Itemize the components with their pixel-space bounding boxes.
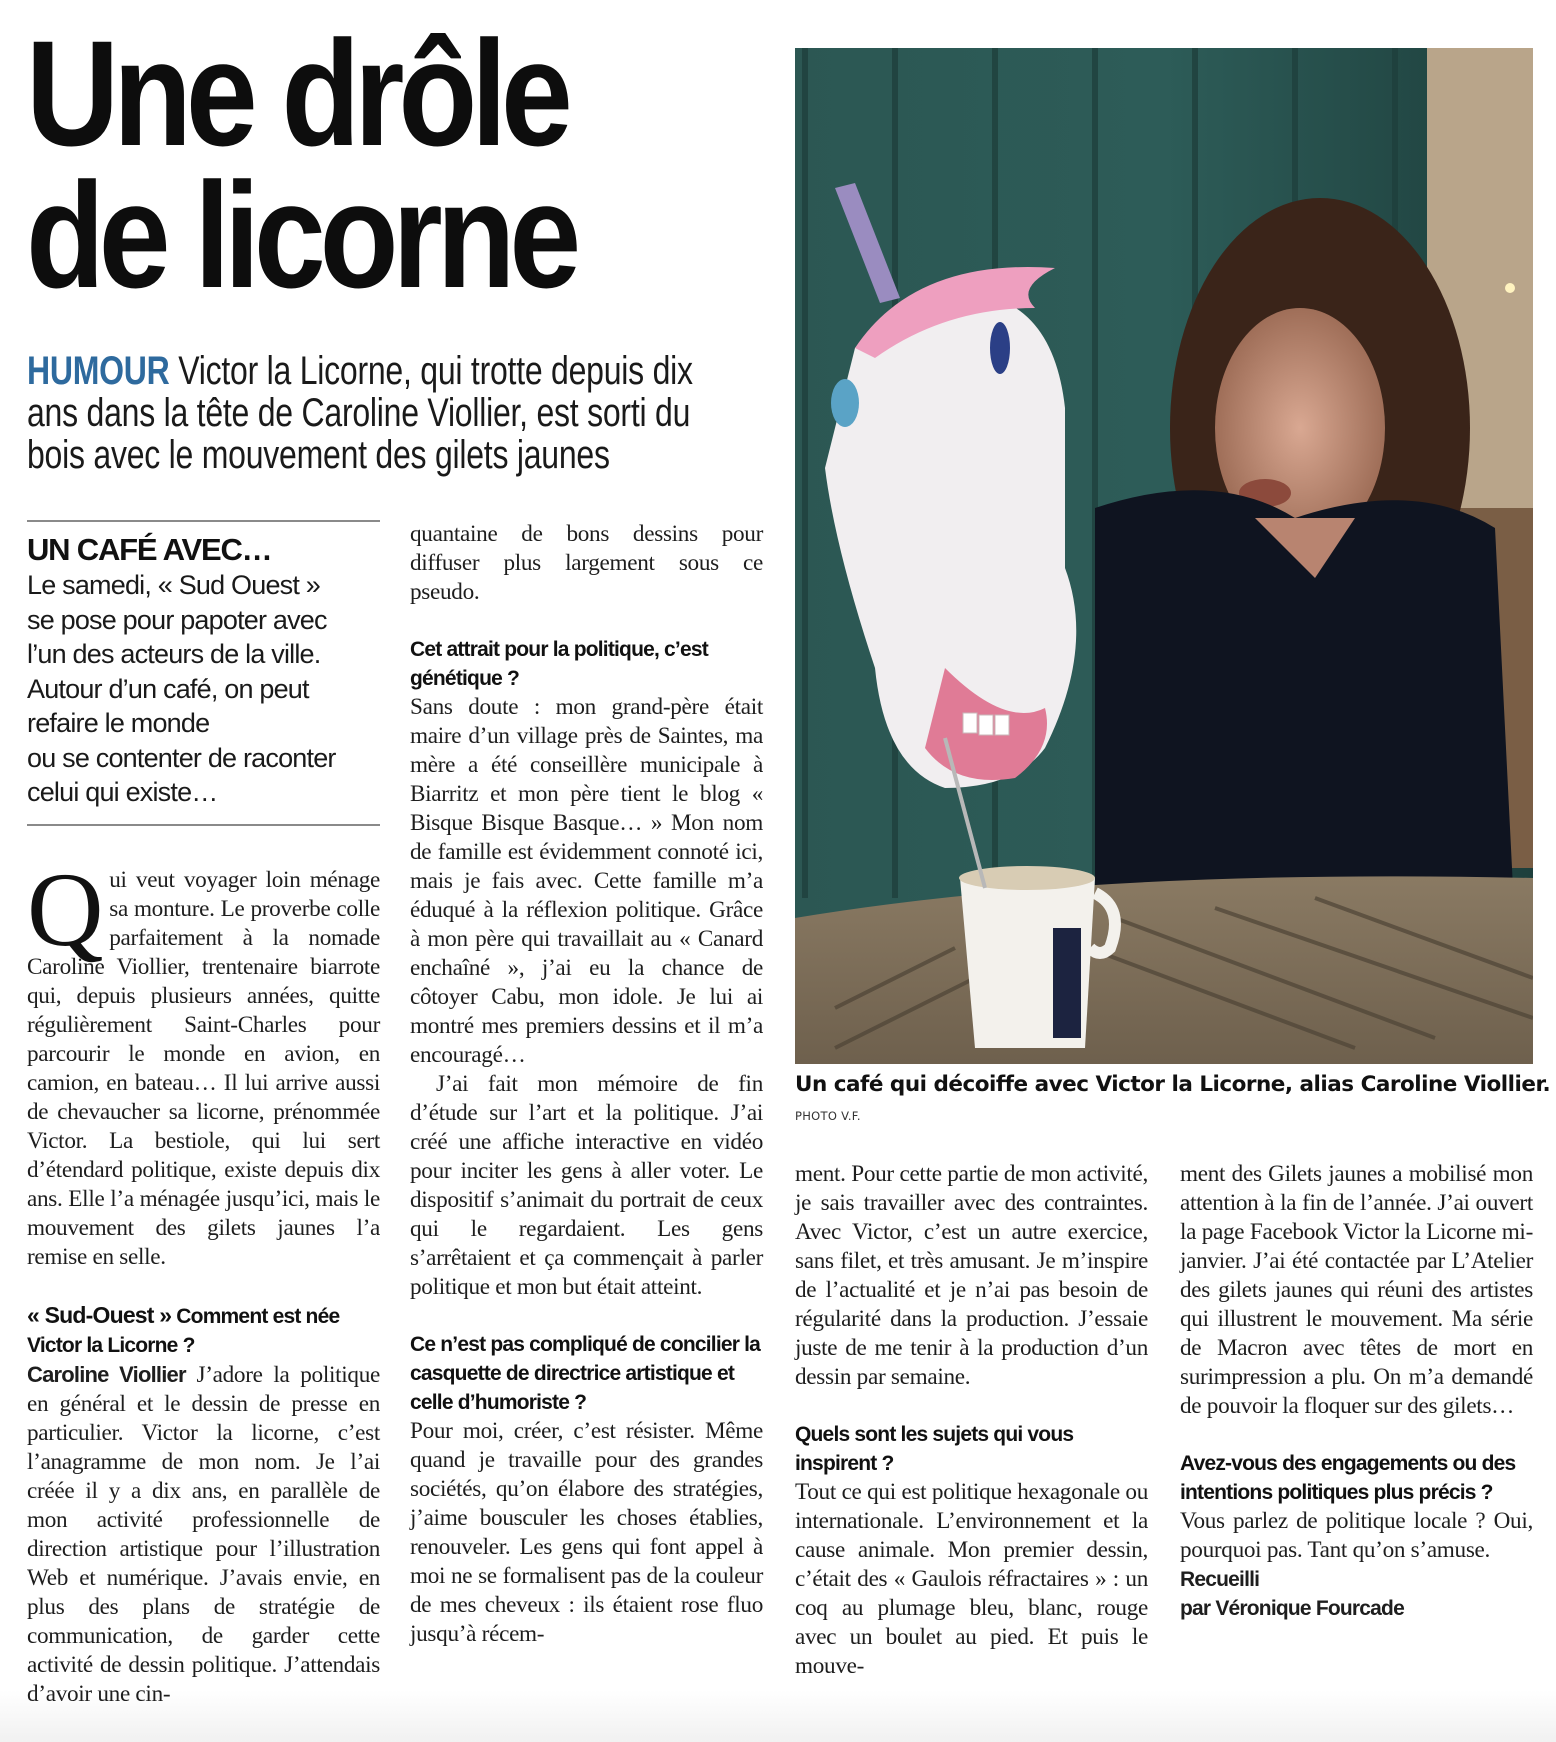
rubric-kicker: HUMOUR [27,349,170,393]
article-photo [795,48,1533,1064]
intro-text: ui veut voyager loin ménage sa monture. Le proverbe colle parfaitement à la nomade Caroline Viollier, trentenaire biarrote qui, depuis plusieurs années, quitte régulièrement Saint-Charles pour parcourir le monde en avion, en camion, en bateau… Il lui arrive aussi de chevaucher sa licorne, prénommée Victor. La bestiole, qui lui sert d’étendard politique, existe depuis dix ans. Elle l’a ménagée jusqu’ici, mais le mouvement des gilets jaunes l’a remise en selle. [27,867,380,1270]
caption-text: Un café qui décoiffe avec Victor la Licorne, alias Caroline Viollier. [795,1072,1551,1097]
question-3: Ce n’est pas compliqué de concilier la casquette de directrice artistique et celle d’humoriste ? [410,1333,761,1414]
series-line: celui qui existe… [27,777,218,807]
series-title: UN CAFÉ AVEC… [27,532,272,567]
question-2: Cet attrait pour la politique, c’est génétique ? [410,638,708,690]
answer-1-text: J’adore la politique en général et le dessin de presse en particulier. Victor la licorne, c’est l’anagramme de mon nom. Je l’ai créée il y a dix ans, en parallèle de mon activité professionnelle de direction artistique pour l’illustration Web et numérique. J’avais envie, en plus des plans de stratégie de communication, de garder cette activité de dessin politique. J’attendais d’avoir une cin- [27,1362,380,1707]
answer-4-continued: ment des Gilets jaunes a mobilisé mon attention à la fin de l’année. J’ai ouvert la page Facebook Victor la Licorne mi-janvier. J’ai été contactée par L’Atelier des gilets jaunes qui réuni des artistes qui illustrent le mouvement. Ma série de Macron avec têtes de mort en surimpression a plu. On m’a demandé de pouvoir la floquer sur des gilets… [1180,1161,1533,1419]
series-line: se pose pour papoter avec [27,604,327,635]
answer-3: Pour moi, créer, c’est résister. Même quand je travaille pour des grandes sociétés, qu’on élabore des stratégies, j’aime bousculer les choses établies, renouveler. Les gens qui font appel à moi ne se formalisent pas de la couleur de mes cheveux : ils étaient rose fluo jusqu’à récem- [410,1418,763,1647]
headline-line-2: de licorne [26,151,576,319]
article-column-1 [27,851,380,1709]
article-column-3 [795,1160,1148,1681]
interviewee-label: Caroline Viollier [27,1362,186,1387]
question-1-text: Comment est née Victor la Licorne ? [27,1305,340,1357]
series-line: ou se contenter de raconter [27,742,336,773]
headline-line-1: Une drôle [26,9,567,177]
byline-author: par Véronique Fourcade [1180,1597,1404,1620]
series-box [27,520,380,826]
article-column-4 [1180,1160,1533,1623]
answer-2b: J’ai fait mon mémoire de fin d’étude sur l’art et la politique. J’ai créé une affiche interactive en vidéo pour inciter les gens à aller voter. Le dispositif s’animait du portrait de ceux qui le regardaient. Les gens s’arrêtaient et ça commençait à parler politique et mon but était atteint. [410,1071,763,1300]
question-5: Avez-vous des engagements ou des intentions politiques plus précis ? [1180,1452,1516,1504]
byline-line-1: Recueilli [1180,1568,1260,1591]
question-1 [27,1301,380,1360]
interviewer-label: « Sud-Ouest » [27,1302,172,1328]
standfirst-text: Victor la Licorne, qui trotte depuis dix ans dans la tête de Caroline Viollier, est sorti du bois avec le mouvement des gilets jaunes [27,349,693,477]
question-4: Quels sont les sujets qui vous inspirent ? [795,1423,1074,1475]
photo-caption [795,1070,1555,1131]
answer-1 [27,1360,380,1709]
series-line: Autour d’un café, on peut [27,673,309,704]
headline [26,9,680,319]
intro-paragraph [27,851,380,1272]
photo-credit: PHOTO V.F. [795,1109,861,1123]
answer-4: Tout ce qui est politique hexagonale ou internationale. L’environnement et la cause animale. Mon premier dessin, c’était des « Gaulois réfractaires » : un coq au plumage bleu, blanc, rouge avec un boulet au pied. Et puis le mouve- [795,1479,1148,1679]
drop-cap: Q [27,851,104,968]
series-line: Le samedi, « Sud Ouest » [27,570,320,600]
unicorn-cafe-photo-illustration [795,48,1533,1064]
standfirst [27,350,723,476]
answer-5: Vous parlez de politique locale ? Oui, pourquoi pas. Tant qu’on s’amuse. [1180,1508,1533,1563]
article-column-2 [410,520,763,1649]
answer-2: Sans doute : mon grand-père était maire d’un village près de Saintes, ma mère a été conseillère municipale à Biarritz et mon père tient le blog « Bisque Bisque Basque… » Mon nom de famille est évidemment connoté ici, mais je fais avec. Cette famille m’a éduqué à la réflexion politique. Grâce à mon père qui travaillait au « Canard enchaîné », j’ai eu la chance de côtoyer Cabu, mon idole. Je lui ai montré mes premiers dessins et il m’a encouragé… [410,694,763,1068]
answer-3-continued: ment. Pour cette partie de mon activité, je sais travailler avec des contraintes. Avec Victor, c’est un autre exercice, sans filet, et très amusant. Je m’inspire de l’actualité et je n’ai pas besoin de régularité dans la production. J’essaie juste de me tenir à la production d’un dessin par semaine. [795,1161,1148,1390]
series-line: l’un des acteurs de la ville. [27,639,321,669]
series-line: refaire le monde [27,708,210,738]
answer-1-continued: quantaine de bons dessins pour diffuser plus largement sous ce pseudo. [410,521,763,605]
